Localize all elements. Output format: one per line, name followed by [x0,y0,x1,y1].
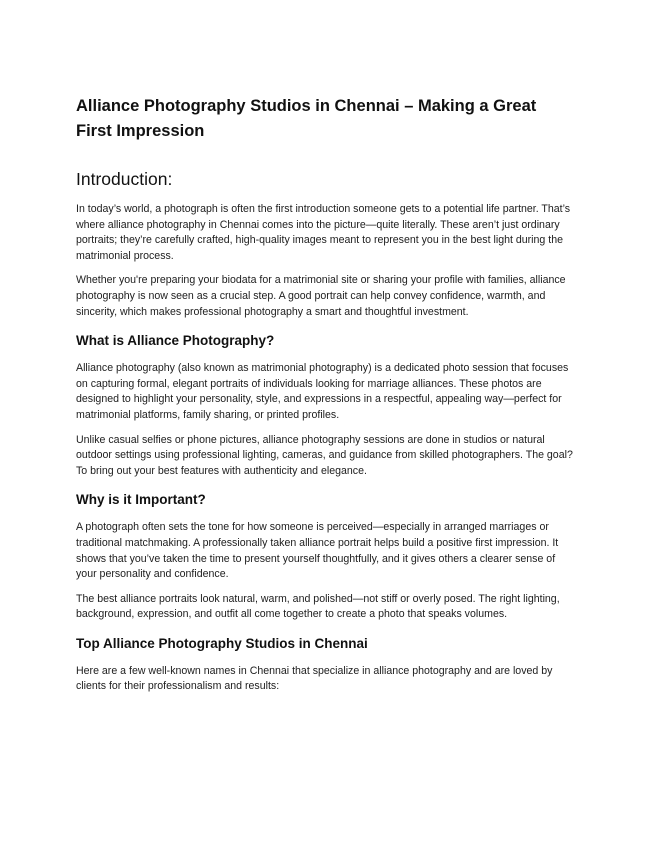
why-important-paragraph-1: A photograph often sets the tone for how someone is perceived—especially in arranged marriages or traditional matchmaking. A professionally taken alliance portrait helps build a positive first impression. It shows that you’ve taken the time to present yourself thoughtfully, and it gives others a clearer sense of your personality and confidence. [76,521,559,581]
top-studios-heading: Top Alliance Photography Studios in Chennai [76,635,368,651]
top-studios-paragraph-1: Here are a few well-known names in Chennai that specialize in alliance photography and are loved by clients for their professionalism and results: [76,664,553,693]
why-important-paragraph-2: The best alliance portraits look natural, warm, and polished—not stiff or overly posed. The right lighting, background, expression, and outfit all come together to create a photo that speaks volumes. [76,592,560,621]
document-title: Alliance Photography Studios in Chennai – Making a Great First Impression [76,97,537,140]
why-important-heading: Why is it Important? [76,492,206,508]
what-is-paragraph-2: Unlike casual selfies or phone pictures, alliance photography sessions are done in studios or natural outdoor settings using professional lighting, cameras, and guidance from skilled photographers. The goal? To bring out your best features with authenticity and elegance. [76,433,573,477]
document-page [76,94,576,695]
what-is-heading: What is Alliance Photography? [76,333,275,349]
introduction-heading: Introduction: [76,169,173,189]
what-is-paragraph-1: Alliance photography (also known as matrimonial photography) is a dedicated photo session that focuses on capturing formal, elegant portraits of individuals looking for marriage alliances. These photos are designed to highlight your personality, style, and expressions in a respectful, appealing way—perfect for matrimonial platforms, family sharing, or printed profiles. [76,362,569,421]
introduction-paragraph-2: Whether you're preparing your biodata for a matrimonial site or sharing your profile with families, alliance photography is now seen as a crucial step. A good portrait can help convey confidence, warmth, and sincerity, which makes professional photography a smart and thoughtful investment. [76,274,566,318]
introduction-paragraph-1: In today’s world, a photograph is often the first introduction someone gets to a potential life partner. That’s where alliance photography in Chennai comes into the picture—quite literally. These aren’t just ordinary portraits; they’re carefully crafted, high-quality images meant to represent you in the best light during the matrimonial process. [76,203,571,262]
